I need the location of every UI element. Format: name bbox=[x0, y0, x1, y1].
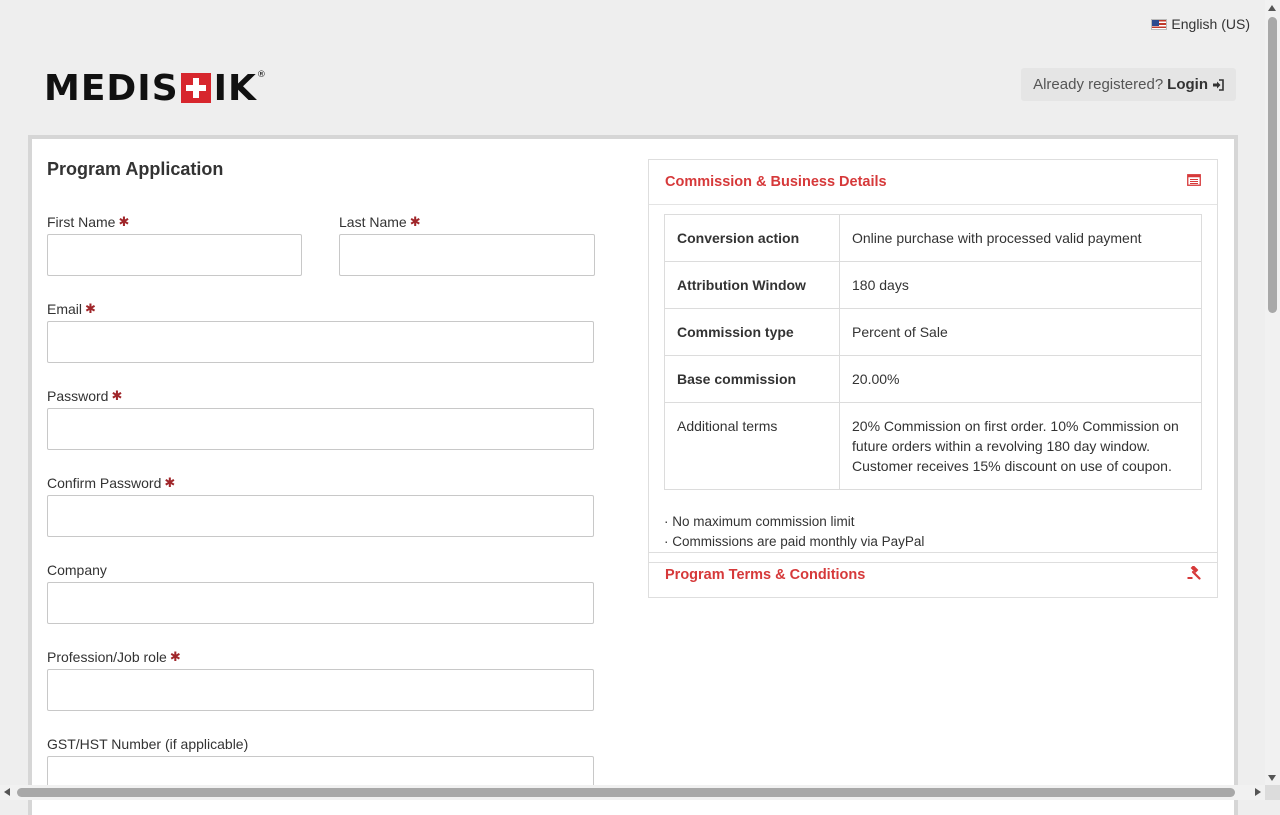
note-item: · Commissions are paid monthly via PayPal bbox=[664, 534, 925, 549]
vertical-scrollbar[interactable] bbox=[1265, 0, 1280, 786]
commission-panel bbox=[648, 159, 1218, 563]
sign-in-icon[interactable] bbox=[1212, 79, 1224, 91]
company-input[interactable] bbox=[47, 582, 594, 624]
us-flag-icon bbox=[1151, 19, 1167, 30]
required-icon: ✱ bbox=[85, 301, 96, 316]
table-value: Percent of Sale bbox=[840, 309, 1202, 356]
required-icon: ✱ bbox=[118, 214, 130, 229]
table-value: 20.00% bbox=[840, 356, 1202, 403]
language-selector[interactable] bbox=[1151, 16, 1250, 32]
email-input[interactable] bbox=[47, 321, 594, 363]
commission-notes bbox=[664, 512, 1202, 552]
language-label: English (US) bbox=[1171, 16, 1250, 32]
gst-label: GST/HST Number (if applicable) bbox=[47, 736, 249, 752]
table-row bbox=[665, 262, 1202, 309]
commission-panel-header[interactable] bbox=[649, 160, 1217, 205]
scrollbar-corner bbox=[1265, 785, 1280, 800]
table-value: Online purchase with processed valid payment bbox=[840, 215, 1202, 262]
commission-table bbox=[664, 214, 1202, 490]
table-value: 180 days bbox=[840, 262, 1202, 309]
form-title: Program Application bbox=[47, 159, 224, 179]
required-icon: ✱ bbox=[164, 475, 176, 490]
table-key: Base commission bbox=[665, 356, 840, 403]
medical-cross-icon bbox=[181, 73, 211, 103]
first-name-label: First Name ✱ bbox=[47, 214, 130, 230]
table-row bbox=[665, 403, 1202, 490]
last-name-label: Last Name ✱ bbox=[339, 214, 421, 230]
table-value: 20% Commission on first order. 10% Commission on future orders within a revolving 180 day window. Customer receives 15% discount on use of coupon. bbox=[840, 403, 1202, 490]
table-row bbox=[665, 356, 1202, 403]
scroll-right-icon[interactable] bbox=[1255, 788, 1261, 796]
password-label: Password ✱ bbox=[47, 388, 123, 404]
commission-panel-body bbox=[649, 205, 1217, 562]
terms-panel-title: Program Terms & Conditions bbox=[665, 567, 866, 583]
email-label: Email ✱ bbox=[47, 301, 96, 317]
profession-label: Profession/Job role ✱ bbox=[47, 649, 181, 665]
list-alt-icon bbox=[1187, 174, 1201, 190]
note-item: · No maximum commission limit bbox=[664, 514, 855, 529]
table-key: Commission type bbox=[665, 309, 840, 356]
medistik-logo[interactable] bbox=[44, 68, 267, 108]
table-row bbox=[665, 309, 1202, 356]
logo-text-right: IK bbox=[213, 67, 257, 109]
confirm-password-label: Confirm Password ✱ bbox=[47, 475, 176, 491]
required-icon: ✱ bbox=[409, 214, 421, 229]
logo-text-left: MEDIS bbox=[44, 67, 179, 109]
horizontal-scroll-thumb[interactable] bbox=[17, 788, 1235, 797]
required-icon: ✱ bbox=[111, 388, 123, 403]
scroll-left-icon[interactable] bbox=[4, 788, 10, 796]
company-label: Company bbox=[47, 562, 107, 578]
horizontal-scrollbar[interactable] bbox=[0, 785, 1265, 800]
table-key: Attribution Window bbox=[665, 262, 840, 309]
registered-mark: ® bbox=[256, 70, 267, 80]
gavel-icon bbox=[1187, 566, 1201, 584]
login-link[interactable]: Login bbox=[1167, 76, 1208, 93]
application-card bbox=[28, 135, 1238, 815]
profession-input[interactable] bbox=[47, 669, 594, 711]
table-row bbox=[665, 215, 1202, 262]
table-key: Additional terms bbox=[665, 403, 840, 490]
login-prompt bbox=[1021, 68, 1236, 101]
scroll-down-icon[interactable] bbox=[1268, 775, 1276, 781]
table-key: Conversion action bbox=[665, 215, 840, 262]
scroll-up-icon[interactable] bbox=[1268, 5, 1276, 11]
last-name-input[interactable] bbox=[339, 234, 595, 276]
first-name-input[interactable] bbox=[47, 234, 302, 276]
commission-panel-title: Commission & Business Details bbox=[665, 174, 887, 190]
required-icon: ✱ bbox=[169, 649, 181, 664]
already-registered-text: Already registered? bbox=[1033, 76, 1164, 93]
confirm-password-input[interactable] bbox=[47, 495, 594, 537]
terms-panel-header[interactable] bbox=[648, 552, 1218, 598]
password-input[interactable] bbox=[47, 408, 594, 450]
vertical-scroll-thumb[interactable] bbox=[1268, 17, 1277, 313]
